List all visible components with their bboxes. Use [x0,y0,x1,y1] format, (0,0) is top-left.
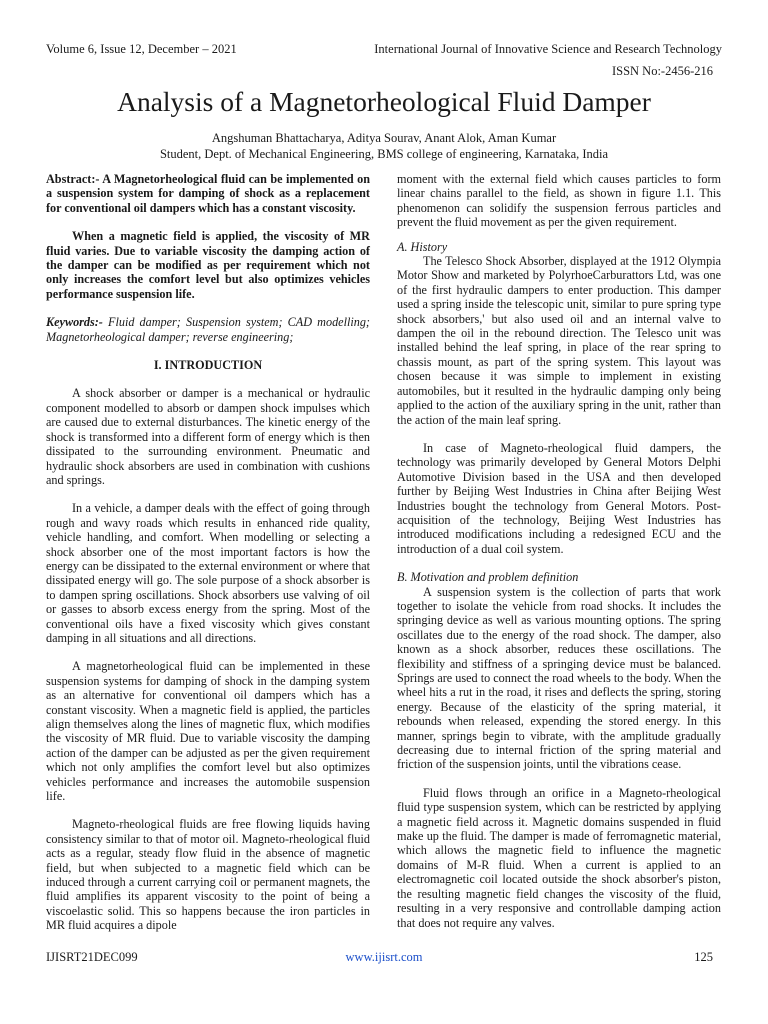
subsection-heading-motivation: B. Motivation and problem definition [397,570,579,585]
affiliation: Student, Dept. of Mechanical Engineering, BMS college of engineering, Karnataka, India [159,147,609,161]
page-number: 125 [694,950,713,964]
paper-title: Analysis of a Magnetorheological Fluid Damper [117,86,651,117]
journal-name: International Journal of Innovative Science and Research Technology [374,42,722,56]
paper-id: IJISRT21DEC099 [46,950,138,964]
motivation-paragraph-2: Fluid flows through an orifice in a Magneto-rheological fluid type suspension system, which can be restricted by applying a magnetic field across it. Magnetic domains suspended in fluid make up the fluid. The damper is made of ferromagnetic material, which allows the magnetic field to influence the magnetic domains of M-R fluid. When a current is applied to an electromagnetic coil located outside the shock absorber's piston, the resulting magnetic field changes the viscosity of the fluid, resulting in a very responsive and controllable damping action that does not require any valves. [397,785,721,930]
issn: ISSN No:-2456-216 [611,64,713,78]
authors: Angshuman Bhattacharya, Aditya Sourav, Anant Alok, Aman Kumar [211,131,557,145]
abstract-text-1: A Magnetorheological fluid can be implemented on a suspension system for damping of shock as a replacement for conventional oil dampers which has a constant viscosity. [46,172,370,215]
journal-url-link[interactable]: www.ijisrt.com [345,950,423,964]
history-paragraph-1: The Telesco Shock Absorber, displayed at the 1912 Olympia Motor Show and marketed by PolyrhoeCarburattors Ltd, was one of the first hydraulic dampers to enter production. This damper used a spring inside the telescopic unit, similar to pure spring type shock absorbers,' but also used oil and an internal valve to dampen the oil in the rebound direction. The Telesco unit was installed behind the leaf spring, in place of the rear spring to chassis mount, as part of the spring system. This layout was chosen because it was simple to implement in existing automobiles, but it resulted in the hydraulic damping only being applied to the action of the auxiliary spring in the unit, rather than the action of the main leaf spring. [397,254,721,427]
subsection-heading-history: A. History [397,239,448,254]
keywords-label: Keywords:- [46,315,103,330]
intro-paragraph-2: In a vehicle, a damper deals with the effect of going through rough and wavy roads which results in enhanced ride quality, vehicle handling, and comfort. When modelling or selecting a shock absorber one of the most important factors is how the energy can be dissipated to the external environment or where that dissipated energy will go. The sole purpose of a shock absorber is to dampen spring oscillations. Shock absorbers use valving of oil or gasses to absorb excess energy from the spring. Most of the conventional oils have a fixed viscosity which gives constant damping in all situations and all directions. [46,501,370,645]
history-paragraph-2: In case of Magneto-rheological fluid dampers, the technology was primarily developed by General Motors Delphi Automotive Division based in the USA and then developed further by Beijing West Industries in China after Beijing West Industries bought the technology from General Motors. Post-acquisition of the technology, Beijing West Industries has introduced modifications including a redesigned ECU and the introduction of a dual coil system. [397,440,721,556]
keywords-paragraph [46,315,370,344]
intro-paragraph-4: Magneto-rheological fluids are free flowing liquids having consistency similar to that of motor oil. Magneto-rheological fluid acts as a regular, steady flow fluid in the absence of magnetic field, but when subjected to a magnetic field which can be induced through a current carrying coil or permanent magnets, the fluid amplifies its apparent viscosity to the point of being a viscoelastic solid. This so happens because the iron particles in MR fluid acquires a dipole [46,817,370,933]
abstract-paragraph-1 [46,172,370,215]
left-column [46,172,370,947]
abstract-label: Abstract:- [46,172,100,186]
section-heading-introduction: I. INTRODUCTION [153,358,263,373]
abstract-paragraph-2: When a magnetic field is applied, the viscosity of MR fluid varies. Due to variable viscosity the damping action of the damper can be modified as per requirement which not only increases the comfort level but also optimizes vehicles performance suspension life. [46,229,370,301]
intro-paragraph-3: A magnetorheological fluid can be implemented in these suspension systems for damping of shock in the damping system as an alternative for conventional oil dampers which has a constant viscosity. When a magnetic field is applied, the particles align themselves along the lines of magnetic flux, which modifies the viscosity of MR fluid. Due to variable viscosity the damping action of the damper can be adjusted as per the given requirement which not only amplifies the comfort level but also optimizes vehicles performance and increases the automobile suspension life. [46,659,370,804]
right-column [397,172,721,944]
author-block [0,130,768,162]
keywords-text: Fluid damper; Suspension system; CAD modelling; Magnetorheological damper; reverse engineering; [46,315,370,344]
continued-paragraph: moment with the external field which causes particles to form linear chains parallel to the field, as shown in figure 1.1. This phenomenon can solidify the suspension ferrous particles and prevent the fluid movement as per the given requirement. [397,172,721,230]
volume-info: Volume 6, Issue 12, December – 2021 [46,42,237,56]
motivation-paragraph-1: A suspension system is the collection of parts that work together to isolate the vehicle from road shocks. It includes the springing device as well as various mounting options. The spring oscillates due to the energy of the road shock. The damper, also known as a shock absorber, reduces these oscillations. The flexibility and stiffness of a springing device must be balanced. Springs are used to connect the road wheels to the body. When the wheel hits a rut in the road, it rises and deflects the spring, storing energy. Because of the elasticity of the spring material, it rebounds when released, expending the stored energy. In this manner, springs begin to vibrate, with the amplitude gradually decreasing due to internal friction of the spring material and friction of the suspension joints, until the vibrations cease. [397,584,721,772]
intro-paragraph-1: A shock absorber or damper is a mechanical or hydraulic component modelled to absorb or dampen shock impulses which are caused due to external disturbances. The kinetic energy of the shock is transformed into a different form of energy which is then dissipated to the surrounding environment. Pneumatic and hydraulic shock absorbers are used in combination with cushions and springs. [46,386,370,487]
